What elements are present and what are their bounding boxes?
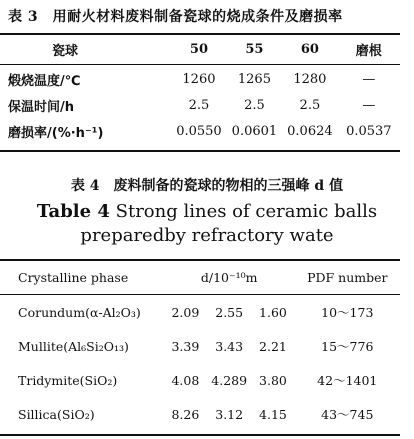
row-label: 煅烧温度/℃ <box>8 73 81 89</box>
table-cell: 15～776 <box>321 339 374 354</box>
table-cell: 1.60 <box>259 304 287 320</box>
table-row <box>0 118 400 144</box>
table3-bottom-rule <box>0 150 400 152</box>
table-cell: 42～1401 <box>317 373 378 388</box>
table-cell: 4.08 <box>171 372 200 388</box>
row-label: 保温时间/h <box>8 99 75 115</box>
table-cell: 0.0601 <box>231 123 278 139</box>
table-cell: 3.39 <box>171 338 200 354</box>
table-cell: 10～173 <box>321 305 374 320</box>
table3-caption: 表 3 用耐火材料废料制备瓷球的烧成条件及磨损率 <box>8 9 343 25</box>
table4-bottom-rule <box>0 434 400 436</box>
table-cell: 3.43 <box>215 338 244 354</box>
table4-col-header: PDF number <box>307 269 388 285</box>
table4-caption-text: Strong lines of ceramic balls preparedby refractory wate <box>80 201 378 246</box>
table-row <box>0 397 400 431</box>
table-cell: 2.5 <box>244 97 265 113</box>
table3 <box>0 36 400 144</box>
table-cell: 2.21 <box>259 338 287 354</box>
table-cell: 1280 <box>293 71 327 87</box>
table-cell: 0.0550 <box>176 123 222 139</box>
table-cell: 2.55 <box>215 304 244 320</box>
table4-caption-label: Table 4 <box>36 201 110 222</box>
table3-col-header: 50 <box>189 41 208 57</box>
table-row <box>0 66 400 92</box>
table3-top-rule <box>0 33 400 35</box>
table4-caption-cn: 表 4 废料制备的瓷球的物相的三强峰 d 值 <box>70 178 344 194</box>
table-row <box>0 363 400 397</box>
table-cell: 0.0624 <box>287 123 333 139</box>
table-row <box>0 92 400 118</box>
phase-cell: Mullite(Al₆Si₂O₁₃) <box>18 338 129 354</box>
phase-cell: Corundum(α-Al₂O₃) <box>18 304 141 320</box>
table-cell: 3.12 <box>215 406 244 422</box>
table4-header-row <box>0 261 400 293</box>
table-cell: 2.09 <box>171 304 200 320</box>
table3-col-header: 55 <box>245 41 264 57</box>
table3-col-header: 磨根 <box>355 43 382 59</box>
table-cell: 2.5 <box>299 97 321 113</box>
table-cell: 1260 <box>182 71 216 87</box>
table-cell: 3.80 <box>259 372 287 388</box>
table-cell: 0.0537 <box>346 123 392 139</box>
table-row <box>0 295 400 329</box>
table-cell: 4.15 <box>259 406 287 422</box>
phase-cell: Tridymite(SiO₂) <box>18 372 118 388</box>
table4 <box>0 261 400 431</box>
table4-caption-en <box>0 200 414 248</box>
table-cell: — <box>362 97 376 113</box>
table-cell: 4.289 <box>211 372 248 388</box>
table-row <box>0 329 400 363</box>
table3-header-row <box>0 36 400 62</box>
table-cell: 2.5 <box>188 97 210 113</box>
table-cell: 8.26 <box>171 406 200 422</box>
table-cell: 43～745 <box>321 407 374 422</box>
table4-col-header: d/10⁻¹⁰m <box>200 269 258 285</box>
row-label: 磨损率/(%·h⁻¹) <box>8 125 104 141</box>
table3-col-header: 瓷球 <box>52 43 79 59</box>
table3-col-header: 60 <box>300 41 319 57</box>
table4-col-header: Crystalline phase <box>18 269 129 285</box>
table-cell: — <box>362 71 376 87</box>
table-cell: 1265 <box>237 71 271 87</box>
phase-cell: Sillica(SiO₂) <box>18 406 95 422</box>
